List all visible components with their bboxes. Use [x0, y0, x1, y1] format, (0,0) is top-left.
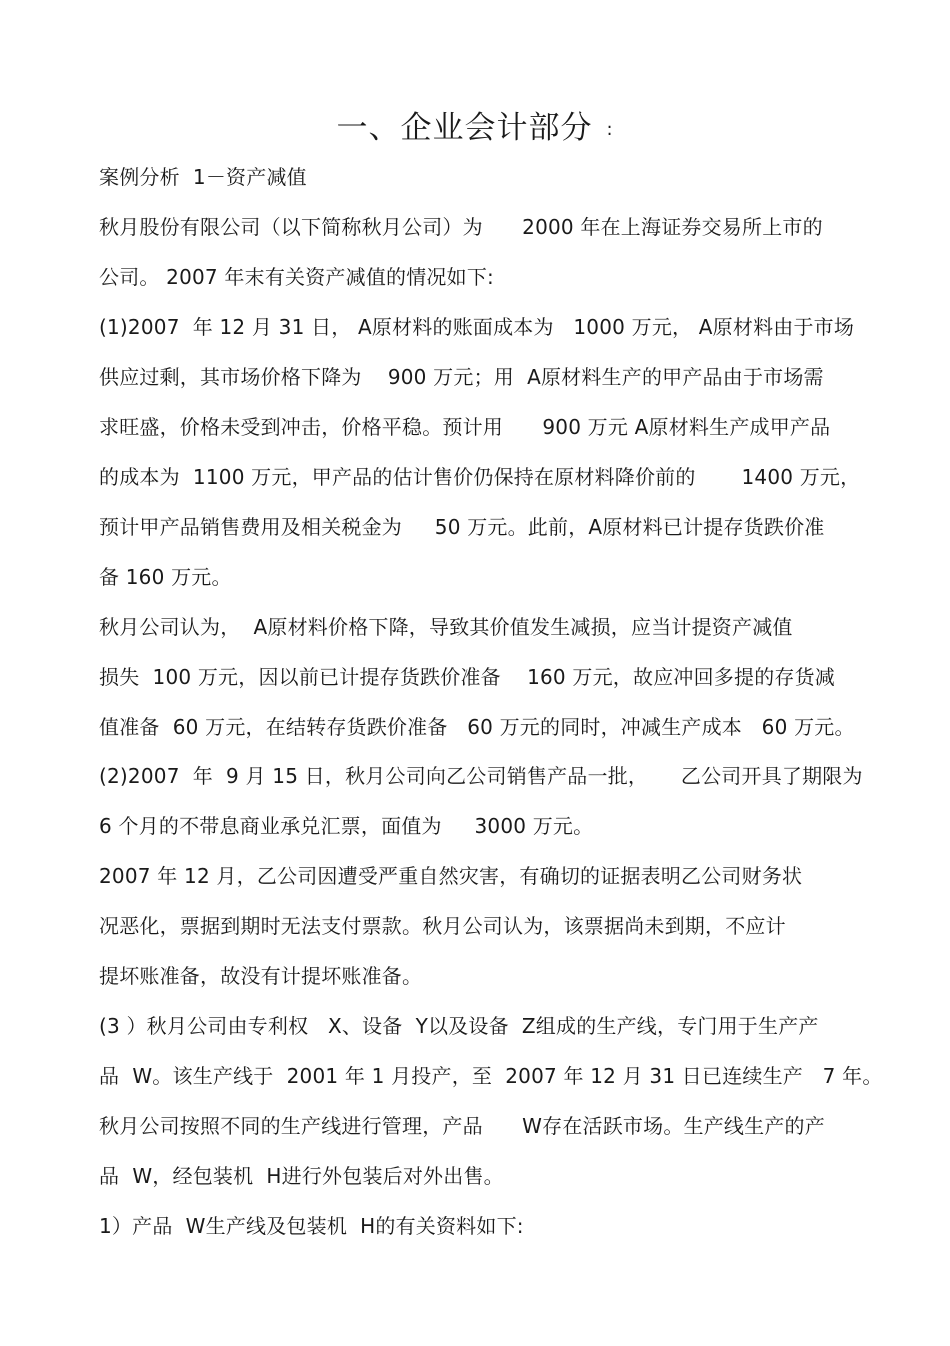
paragraph-line: 提坏账准备，故没有计提坏账准备。 [99, 964, 423, 988]
paragraph-line: 备 160 万元。 [99, 565, 232, 589]
paragraph-line: (1)2007 年 12 月 31 日， A原材料的账面成本为 1000 万元， A原材料由于市场 [99, 315, 855, 339]
paragraph-line: 况恶化，票据到期时无法支付票款。秋月公司认为，该票据尚未到期，不应计 [99, 914, 786, 938]
paragraph-line: 秋月公司认为， A原材料价格下降，导致其价值发生减损，应当计提资产减值 [99, 615, 793, 639]
title-colon: : [606, 118, 614, 140]
paragraph-line: 损失 100 万元，因以前已计提存货跌价准备 160 万元，故应冲回多提的存货减 [99, 665, 836, 689]
title-text: 一、企业会计部分 [336, 110, 593, 146]
paragraph-line: (3 ）秋月公司由专利权 X、设备 Y以及设备 Z组成的生产线，专门用于生产产 [99, 1014, 819, 1038]
paragraph-line: 公司。 2007 年末有关资产减值的情况如下: [99, 265, 494, 289]
paragraph-line: 1）产品 W生产线及包装机 H的有关资料如下: [99, 1214, 524, 1238]
paragraph-line: 品 W，经包装机 H进行外包装后对外出售。 [99, 1164, 504, 1188]
paragraph-line: (2)2007 年 9 月 15 日，秋月公司向乙公司销售产品一批， 乙公司开具了期限为 [99, 764, 863, 788]
paragraph-line: 秋月股份有限公司（以下简称秋月公司）为 2000 年在上海证券交易所上市的 [99, 215, 823, 239]
paragraph-line: 品 W。该生产线于 2001 年 1 月投产，至 2007 年 12 月 31 日已连续生产 7 年。 [99, 1064, 883, 1088]
case-heading: 案例分析 1－资产减值 [99, 165, 307, 189]
paragraph-line: 供应过剩，其市场价格下降为 900 万元；用 A原材料生产的甲产品由于市场需 [99, 365, 824, 389]
page-title [0, 106, 950, 152]
paragraph-line: 值准备 60 万元，在结转存货跌价准备 60 万元的同时，冲减生产成本 60 万元。 [99, 715, 855, 739]
paragraph-line: 6 个月的不带息商业承兑汇票，面值为 3000 万元。 [99, 814, 594, 838]
paragraph-line: 求旺盛，价格未受到冲击，价格平稳。预计用 900 万元 A原材料生产成甲产品 [99, 415, 831, 439]
paragraph-line: 秋月公司按照不同的生产线进行管理，产品 W存在活跃市场。生产线生产的产 [99, 1114, 825, 1138]
paragraph-line: 2007 年 12 月，乙公司因遭受严重自然灾害，有确切的证据表明乙公司财务状 [99, 864, 803, 888]
paragraph-line: 预计甲产品销售费用及相关税金为 50 万元。此前，A原材料已计提存货跌价准 [99, 515, 825, 539]
paragraph-line: 的成本为 1100 万元，甲产品的估计售价仍保持在原材料降价前的 1400 万元， [99, 465, 861, 489]
